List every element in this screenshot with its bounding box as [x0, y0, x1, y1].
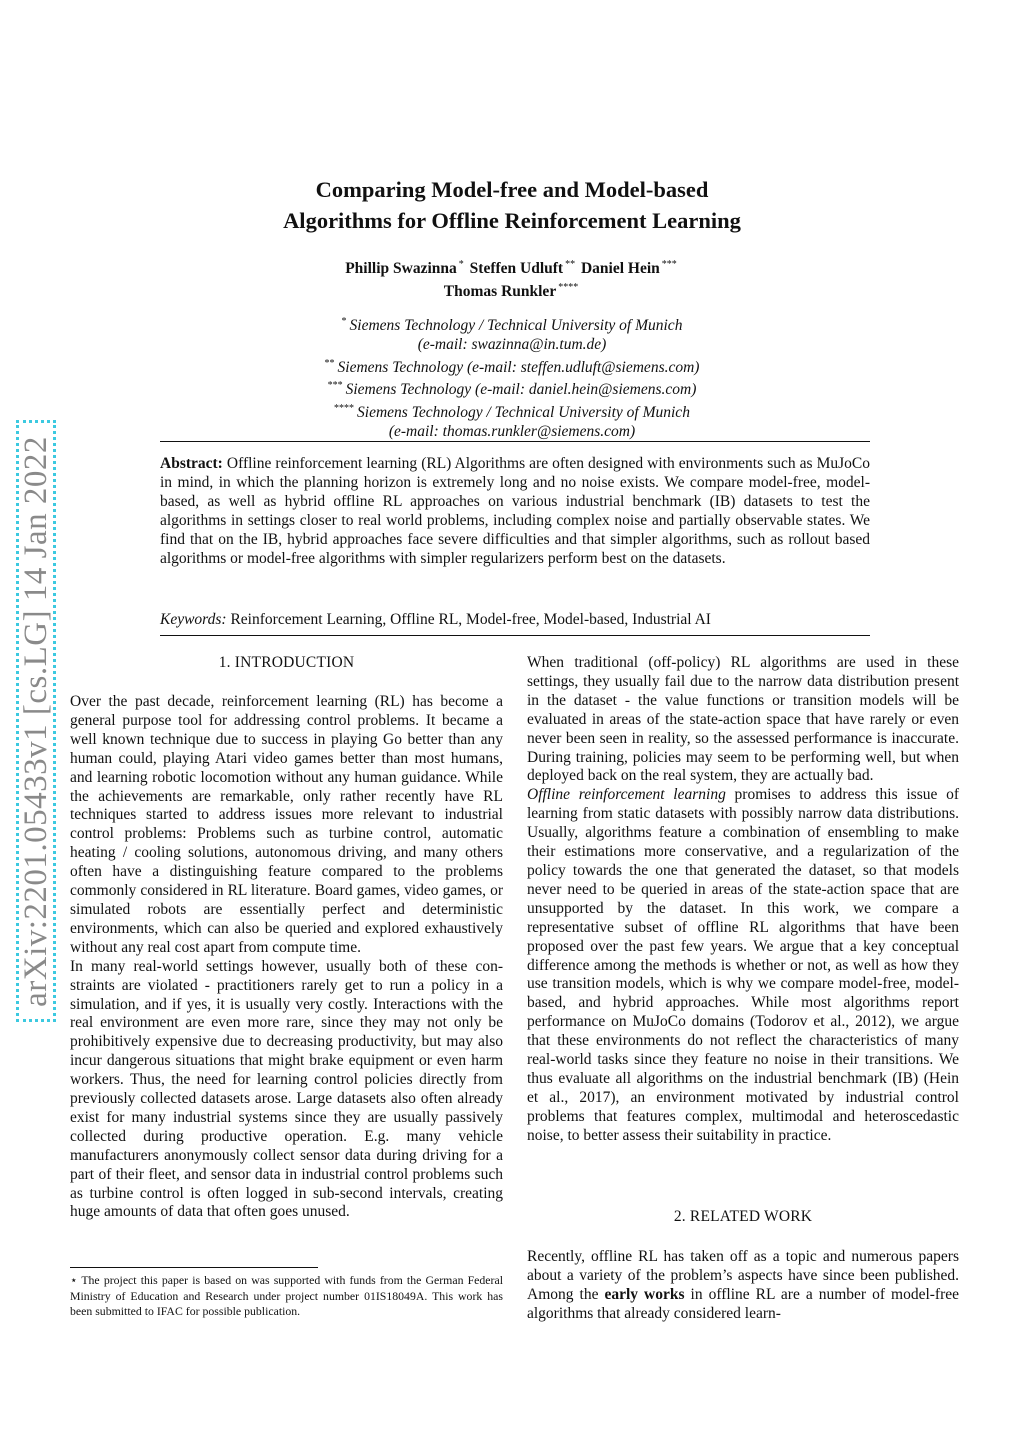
keywords-label: Keywords:: [160, 611, 227, 628]
bold-phrase: early works: [604, 1285, 685, 1303]
author-mark: **: [565, 259, 576, 270]
author-mark: ***: [661, 259, 677, 270]
paper-title: [200, 174, 824, 236]
author-name: Phillip Swazinna: [345, 260, 457, 278]
abstract-top-rule: [160, 441, 870, 442]
author-mark: ****: [558, 282, 579, 294]
author-name: Daniel Hein: [580, 260, 660, 278]
left-column: [70, 693, 503, 1222]
emphasis: Offline reinforcement learning: [527, 786, 726, 804]
footnote-mark: ⋆: [70, 1273, 78, 1287]
footnote-rule: [70, 1267, 318, 1268]
affiliations: [200, 313, 824, 442]
title-line-1: Comparing Model-free and Model-based: [315, 177, 709, 202]
right-column-continued: [527, 1248, 959, 1324]
affiliation-line: **** Siemens Technology / Technical University of Munich: [334, 403, 690, 422]
keywords: [160, 610, 870, 629]
author-name: Thomas Runkler: [443, 283, 557, 301]
paragraph: Offline reinforcement learning promises to address this issue of learning from static datasets with possibly narrow data distributions. Usually, algorithms feature a combination of ensembling to make their estimations more conservative, and a regularization of the policy towards the one that generated the dataset, so that models never need to be queried in areas of the state-action space that are unsupported by the dataset. In this work, we compare a representative subset of offline RL algorithms that have been proposed over the past few years. We argue that a key conceptual difference among the methods is whether or not, as well as how they use transition models, which is why we compare model-free, model-based, and hybrid approaches. While most algorithms report performance on MuJoCo domains (Todorov et al., 2012), we argue that these environments do not reflect the characteristics of many real-world tasks since they feature no noise in their transitions. We thus evaluate all algorithms on the industrial benchmark (IB) (Hein et al., 2017), an environment motivated by industrial control problems that features complex, multimodal and heteroscedastic noise, to better assess their suitability in practice.: [527, 786, 959, 1144]
abstract-label: Abstract:: [160, 455, 223, 472]
paragraph: Recently, offline RL has taken off as a topic and numerous papers about a variety of the problem’s aspects have since been published. Among the early works in offline RL are a number of model-free algorithms that already considered learn-: [527, 1248, 960, 1322]
section-heading-introduction: 1. INTRODUCTION: [218, 654, 355, 671]
section-heading-related-work: 2. RELATED WORK: [673, 1208, 813, 1225]
affiliation-line: *** Siemens Technology (e-mail: daniel.hein@siemens.com): [327, 380, 697, 399]
author-list: [200, 255, 824, 301]
footnote-text: The project this paper is based on was supported with funds from the German Federal Ministry of Education and Research under project number 01IS18049A. This work has been submitted to IFAC for possible publication.: [70, 1273, 503, 1318]
arxiv-id: arXiv:2201.05433v1 [cs.LG] 14 Jan 2022: [17, 435, 54, 1007]
right-column: [527, 654, 959, 1146]
title-line-2: Algorithms for Offline Reinforcement Learning: [283, 208, 741, 233]
paragraph: Over the past decade, reinforcement learning (RL) has become a general purpose tool for addressing control problems. It became a well known technique due to success in playing Go better than any human could, playing Atari video games better than most humans, and learning robotic locomotion without any human guidance. While the achievements are remarkable, only rather recently have RL techniques started to address issues more relevant to industrial control problems: Problems such as turbine control, automatic heating / cooling solutions, autonomous driving, and many others often have a distinguishing feature compared to the problems commonly considered in RL literature. Board games, video games, or simulated robots are essentially perfect and deterministic environments, which can also be queried and explored exhaustively without any real cost apart from compute time.: [70, 693, 503, 956]
affiliation-line: ** Siemens Technology (e-mail: steffen.udluft@siemens.com): [324, 357, 700, 376]
abstract-text: Offline reinforcement learning (RL) Algorithms are often designed with environments such as MuJoCo in mind, in which the planning horizon is extremely long and no noise exists. We compare model-free, model-based, as well as hybrid offline RL approaches on various industrial benchmark (IB) datasets to test the algorithms in settings closer to real world problems, including complex noise and partially observable states. We find that on the IB, hybrid approaches face severe difficulties and that simpler algorithms, such as rollout based algorithms or model-free algorithms with simpler regularizers perform best on the datasets.: [160, 455, 871, 567]
abstract-bottom-rule: [160, 635, 870, 636]
keywords-text: Reinforcement Learning, Offline RL, Model-free, Model-based, Industrial AI: [230, 611, 711, 628]
affiliation-line: (e-mail: swazinna@in.tum.de): [417, 335, 607, 353]
affiliation-line: * Siemens Technology / Technical University of Munich: [341, 316, 683, 335]
paragraph: In many real-world settings however, usually both of these constraints are violated - practitioners rarely get to run a policy in a simulation, and if yes, it is usually very costly. Interactions with the real environment are even more rare, since they may not only be prohibitively expensive due to decreasing productivity, but may also incur dangerous situations that might brake equipment or even harm workers. Thus, the need for learning control policies directly from previously collected datasets arose. Large datasets also often already exist for many industrial systems since they are usually passively collected during productive operation. E.g. many vehicle manufacturers anonymously collect sensor data during driving for a part of their fleet, and sensor data in industrial control problems such as turbine control is often logged in sub-second intervals, creating huge amounts of data that often goes unused.: [70, 957, 503, 1221]
author-mark: *: [458, 259, 464, 270]
abstract: [160, 455, 870, 568]
affiliation-line: (e-mail: thomas.runkler@siemens.com): [388, 423, 636, 441]
footnote: [70, 1273, 503, 1320]
author-name: Steffen Udluft: [469, 260, 564, 278]
arxiv-stamp: [16, 420, 56, 1022]
paragraph: When traditional (off-policy) RL algorithms are used in these settings, they usually fail due to the narrow data distribution present in the dataset - the value functions or transition models will be evaluated in areas of the state-action space that have rarely or even never been seen in reality, so the assessed performance is inaccurate. During training, policies may seem to be performing well, but when deployed back on the real system, they are actually bad.: [527, 654, 959, 785]
